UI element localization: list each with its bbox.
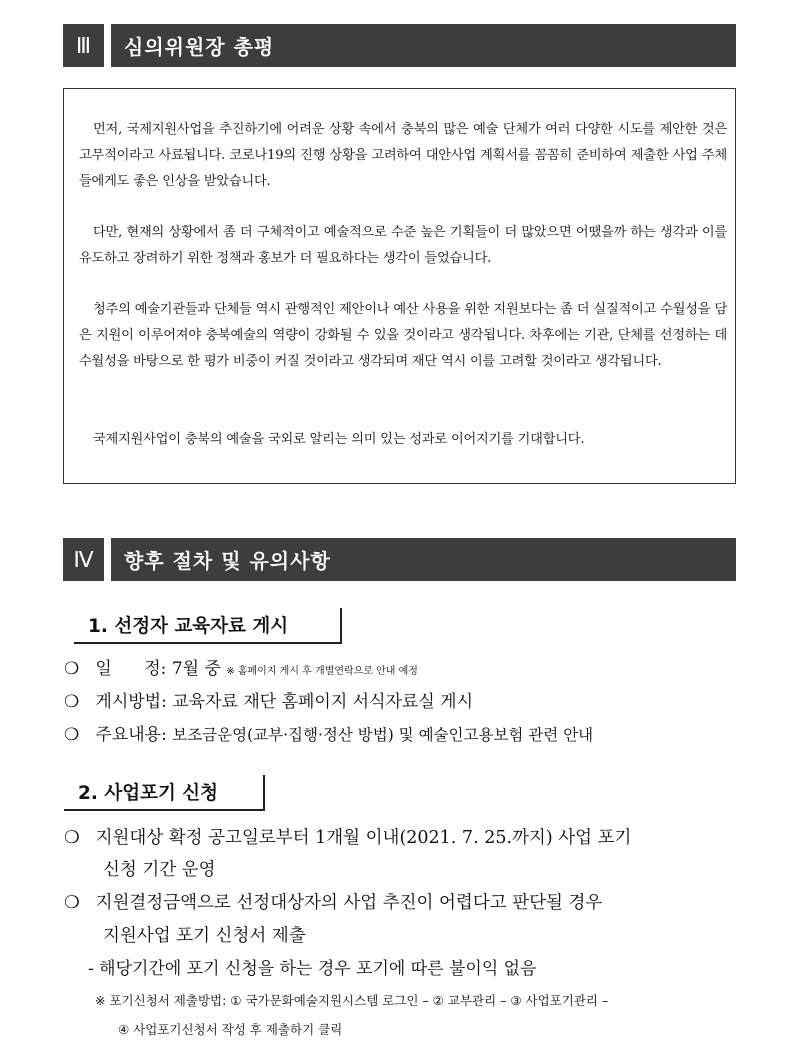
schedule-note: ※ 홈페이지 게시 후 개별연락으로 안내 예정 (226, 666, 418, 677)
withdrawal-application-text: 지원결정금액으로 선정대상자의 사업 추진이 어렵다고 판단될 경우 (95, 893, 603, 913)
section-3-title: 심의위원장 총평 (111, 24, 736, 67)
bullet-icon: ❍ (64, 692, 80, 712)
bullet-icon: ❍ (64, 828, 80, 848)
review-paragraph-3: 청주의 예술기관들과 단체들 역시 관행적인 제안이나 예산 사용을 위한 지원보다는 좀 더 실질적이고 수월성을 담은 지원이 이루어져야 충북예술의 역량이 강화될 수 있을 것이라고 생각됩니다. 차후에는 기관, 단체를 선정하는 데 수월성을 바탕으로 한 평가 비중이 커질 것이라고 생각되며 재단 역시 이를 고려할 것이라고 생각됩니다. (79, 302, 727, 369)
schedule-item (64, 657, 418, 684)
bullet-icon: ❍ (64, 659, 80, 679)
review-paragraph-2: 다만, 현재의 상황에서 좀 더 구체적이고 예술적으로 수준 높은 기획들이 더 많았으면 어땠을까 하는 생각과 이를 유도하고 장려하기 위한 정책과 홍보가 더 필요하다는 생각이 들었습니다. (79, 225, 727, 266)
subheading-education-materials: 1. 선정자 교육자료 게시 (74, 608, 342, 644)
posting-method-label: 게시방법: (95, 692, 167, 712)
posting-method-value: 교육자료 재단 홈페이지 서식자료실 게시 (172, 692, 474, 712)
withdrawal-application-continued: 지원사업 포기 신청서 제출 (103, 926, 306, 946)
review-paragraph-1: 먼저, 국제지원사업을 추진하기에 어려운 상황 속에서 충북의 많은 예술 단체가 여러 다양한 시도를 제안한 것은 고무적이라고 사료됩니다. 코로나19의 진행 상황을 고려하여 대안사업 계획서를 꼼꼼히 준비하여 제출한 사업 주체들에게도 좋은 인상을 받았습니다. (79, 122, 727, 189)
schedule-label: 일 정: (95, 659, 167, 679)
posting-method-item (64, 690, 473, 714)
submission-method-note-continued: ④ 사업포기신청서 작성 후 제출하기 클릭 (118, 1022, 343, 1037)
withdrawal-application-item (64, 891, 602, 915)
section-4-number: Ⅳ (63, 538, 104, 581)
schedule-value: 7월 중 (171, 659, 221, 679)
section-3-header (63, 24, 736, 67)
review-paragraph-4: 국제지원사업이 충북의 예술을 국외로 알리는 의미 있는 성과로 이어지기를 기대합니다. (93, 432, 585, 447)
main-content-item (64, 723, 593, 747)
chair-review-box (63, 88, 736, 484)
submission-method-note: ※ 포기신청서 제출방법: ① 국가문화예술지원시스템 로그인 – ② 교부관리 – ③ 사업포기관리 – (95, 993, 609, 1008)
withdrawal-period-continued: 신청 기간 운영 (103, 860, 216, 880)
withdrawal-period-item (64, 826, 631, 850)
section-4-title: 향후 절차 및 유의사항 (111, 538, 736, 581)
bullet-icon: ❍ (64, 893, 80, 913)
withdrawal-period-text: 지원대상 확정 공고일로부터 1개월 이내(2021. 7. 25.까지) 사업 포기 (95, 828, 632, 848)
subheading-project-withdrawal: 2. 사업포기 신청 (64, 775, 265, 811)
main-content-label: 주요내용: (95, 725, 167, 745)
section-3-number: Ⅲ (63, 24, 104, 67)
main-content-value: 보조금운영(교부·집행·정산 방법) 및 예술인고용보험 관련 안내 (172, 726, 594, 744)
section-4-header (63, 538, 736, 581)
no-penalty-note: - 해당기간에 포기 신청을 하는 경우 포기에 따른 불이익 없음 (88, 959, 537, 979)
bullet-icon: ❍ (64, 725, 80, 745)
